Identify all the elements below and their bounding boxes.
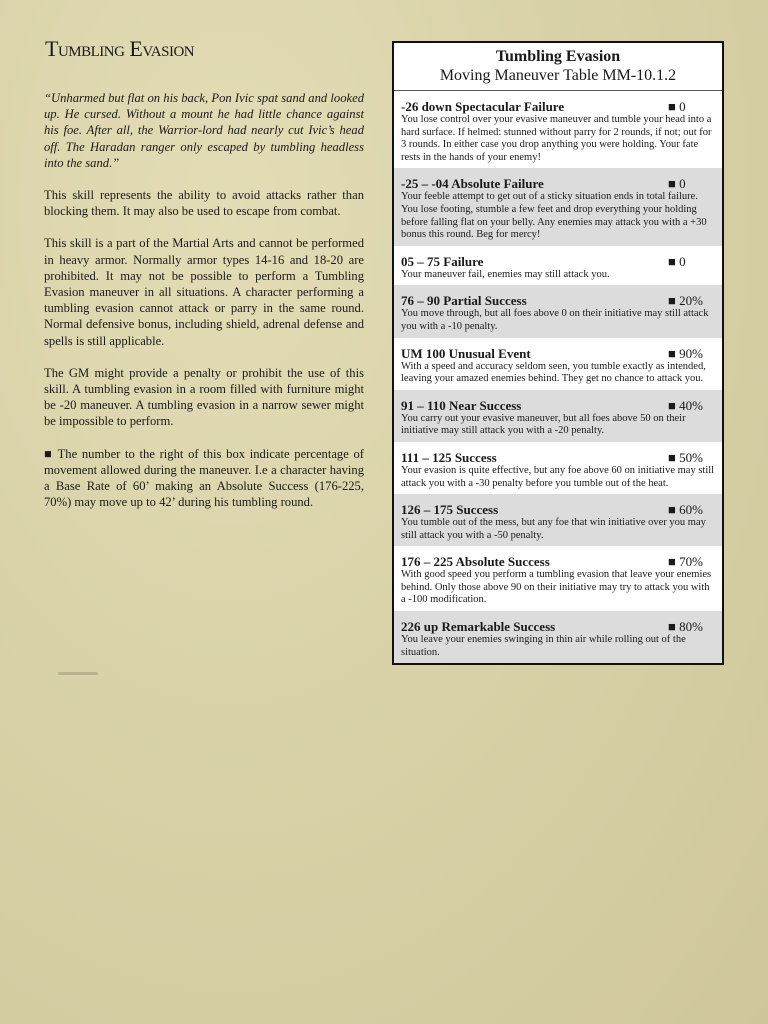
- row-description: You lose control over your evasive maneuver and tumble your head into a hard surface. If helmed: stunned without parry for 2 rounds, if not; out for 3 rounds. In either case you drop anything you were holding. Your fate rests in the hands of your enemy!: [401, 114, 712, 163]
- row-description: Your evasion is quite effective, but any foe above 60 on initiative may still attack you with a -30 penalty before you tumble out of the heat.: [401, 464, 715, 489]
- table-row: [394, 338, 722, 390]
- row-movement-percent: ■ 90%: [668, 345, 703, 361]
- row-movement-percent: ■ 50%: [668, 449, 703, 465]
- row-header: [401, 176, 716, 191]
- row-range: 226 up Remarkable Success: [401, 619, 556, 635]
- row-movement-percent: ■ 60%: [668, 502, 703, 518]
- table-row: [394, 168, 722, 245]
- row-description: You leave your enemies swinging in thin air while rolling out of the situation.: [401, 634, 686, 658]
- table-title: Tumbling Evasion: [495, 48, 621, 65]
- flavor-quote: “Unharmed but flat on his back, Pon Ivic spat sand and looked up. He cursed. Without a mount he had little chance against his foe. After all, the Warrior-lord had nearly cut Ivic’s head off. The Haradan ranger only escaped by tumbling headless into the sand.”: [44, 91, 364, 170]
- table-row: [394, 546, 722, 611]
- table-subtitle: Moving Maneuver Table MM-10.1.2: [439, 67, 677, 84]
- description-column: [44, 90, 364, 526]
- table-row: [394, 611, 722, 663]
- row-range: -26 down Spectacular Failure: [401, 99, 565, 114]
- row-header: [401, 346, 716, 361]
- row-description: With a speed and accuracy seldom seen, you tumble exactly as intended, leaving your amazed enemies behind. They get no chance to attack you.: [401, 360, 706, 385]
- page-title: Tumbling Evasion: [45, 36, 195, 61]
- row-header: [401, 554, 716, 569]
- row-movement-percent: ■ 70%: [668, 554, 703, 570]
- row-range: 76 – 90 Partial Success: [401, 293, 527, 309]
- row-description: Your feeble attempt to get out of a sticky situation ends in total failure. You lose footing, stumble a few feet and drop everything your holding before falling flat on your belly. Any enemies may attack you with a +30 bonus this round. Beg for mercy!: [401, 191, 707, 241]
- table-row: [394, 285, 722, 337]
- paragraph-movement-note: ■ The number to the right of this box indicate percentage of movement allowed during the maneuver. I.e a character having a Base Rate of 60’ making an Absolute Success (176-225, 70%) may move up to 42’ during his tumbling round.: [44, 446, 364, 510]
- paragraph-intro: This skill represents the ability to avoid attacks rather than blocking them. It may also be used to escape from combat.: [44, 188, 364, 219]
- row-range: UM 100 Unusual Event: [401, 345, 531, 361]
- row-range: -25 – -04 Absolute Failure: [401, 176, 544, 192]
- table-rows: [394, 91, 722, 663]
- row-header: [401, 293, 716, 308]
- row-movement-percent: ■ 0: [668, 176, 686, 192]
- row-header: [401, 502, 716, 517]
- paragraph-restrictions: This skill is a part of the Martial Arts and cannot be performed in heavy armor. Normally armor types 14-16 and 18-20 are prohibited. It may not be possible to perform a Tumbling Evasion maneuver in all situations. A character performing a tumbling evasion cannot attack or parry in the same round. Normal defensive bonus, including shield, adrenal defense and spells is still applicable.: [44, 236, 364, 348]
- row-header: [401, 450, 716, 465]
- row-range: 111 – 125 Success: [401, 449, 497, 465]
- paragraph-gm-penalty: The GM might provide a penalty or prohibit the use of this skill. A tumbling evasion in a room filled with furniture might be -20 maneuver. A tumbling evasion in a narrow sewer might be impossible to perform.: [44, 365, 364, 429]
- row-header: [401, 99, 716, 114]
- row-movement-percent: ■ 40%: [668, 397, 703, 413]
- row-range: 91 – 110 Near Success: [401, 397, 522, 413]
- row-description: You tumble out of the mess, but any foe that win initiative over you may still attack you with a -50 penalty.: [401, 517, 706, 541]
- row-movement-percent: ■ 0: [668, 253, 686, 269]
- table-row: [394, 494, 722, 546]
- row-movement-percent: ■ 20%: [668, 293, 703, 309]
- row-description: You carry out your evasive maneuver, but all foes above 50 on their initiative may still attack you with a -20 penalty.: [401, 412, 686, 437]
- row-description: Your maneuver fail, enemies may still attack you.: [401, 268, 610, 280]
- row-header: [401, 254, 716, 269]
- row-movement-percent: ■ 0: [668, 99, 686, 114]
- paper-stain: [58, 672, 98, 675]
- table-row: [394, 246, 722, 286]
- row-header: [401, 398, 716, 413]
- row-range: 126 – 175 Success: [401, 502, 499, 518]
- table-row: [394, 91, 722, 168]
- table-header: [394, 43, 722, 91]
- row-range: 176 – 225 Absolute Success: [401, 554, 550, 570]
- row-header: [401, 619, 716, 634]
- row-range: 05 – 75 Failure: [401, 253, 484, 269]
- table-row: [394, 390, 722, 442]
- maneuver-table: [392, 41, 724, 665]
- row-movement-percent: ■ 80%: [668, 619, 703, 635]
- row-description: You move through, but all foes above 0 on their initiative may still attack you with a -10 penalty.: [401, 308, 709, 332]
- table-row: [394, 442, 722, 494]
- row-description: With good speed you perform a tumbling evasion that leave your enemies behind. Only those above 90 on their initiative may try to attack you with a -100 modification.: [401, 569, 712, 606]
